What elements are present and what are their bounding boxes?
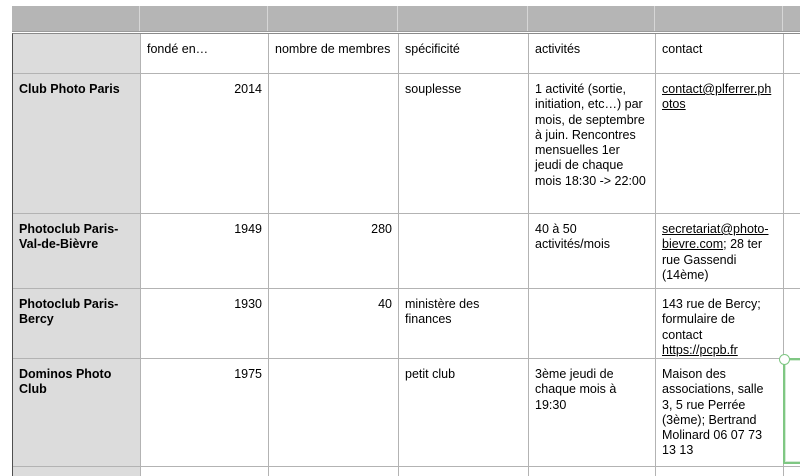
cell-specificity[interactable]: [399, 359, 529, 467]
cell-value: 40: [378, 297, 392, 311]
cell-members[interactable]: [269, 214, 399, 289]
column-header-strip: [12, 6, 800, 32]
cell-value: petit club: [405, 367, 456, 381]
row-header-label: Photoclub Paris-Bercy: [19, 297, 119, 327]
cell-members[interactable]: [269, 467, 399, 476]
cell-activities[interactable]: [529, 467, 656, 476]
column-header-extra[interactable]: [784, 34, 800, 74]
column-strip-cell[interactable]: [398, 6, 528, 31]
cell-value: ministère des finances: [405, 297, 480, 327]
cell-value: 1975: [234, 367, 262, 381]
cell-founded[interactable]: [141, 214, 269, 289]
cell-specificity[interactable]: [399, 467, 529, 476]
cell-members[interactable]: [269, 74, 399, 214]
column-header-label: activités: [535, 42, 581, 56]
cell-contact[interactable]: [656, 359, 784, 467]
contact-text: ; 28 ter rue Gassendi (14ème): [662, 237, 763, 282]
column-strip-cell[interactable]: [140, 6, 268, 31]
cell-activities[interactable]: [529, 214, 656, 289]
cell-extra[interactable]: [784, 467, 800, 476]
contact-text: 143 rue de Bercy; formulaire de contact: [662, 297, 761, 342]
email-link[interactable]: contact@plferrer.photos: [662, 82, 772, 112]
column-header-founded[interactable]: [141, 34, 269, 74]
cell-value: 40 à 50 activités/mois: [535, 222, 611, 252]
column-strip-cell[interactable]: [268, 6, 398, 31]
table: [12, 33, 800, 476]
url-link[interactable]: https://pcpb.fr: [662, 342, 738, 357]
column-strip-cell[interactable]: [528, 6, 655, 31]
row-header[interactable]: [13, 74, 141, 214]
column-header-activities[interactable]: [529, 34, 656, 74]
cell-value: souplesse: [405, 82, 462, 96]
row-header[interactable]: [13, 214, 141, 289]
cell-value: 2014: [234, 82, 262, 96]
cell-value: 1949: [234, 222, 262, 236]
cell-value: 280: [371, 222, 392, 236]
cell-extra[interactable]: [784, 289, 800, 359]
cell-value: 1 activité (sortie, initiation, etc…) par mois, de septembre à juin. Rencontres mensuelles 1er jeudi de chaque mois 18:30 -> 22:00: [535, 82, 646, 188]
cell-value: 1930: [234, 297, 262, 311]
cell-specificity[interactable]: [399, 214, 529, 289]
cell-activities[interactable]: [529, 359, 656, 467]
cell-specificity[interactable]: [399, 74, 529, 214]
column-header-specificity[interactable]: [399, 34, 529, 74]
contact-text: Maison des associations, salle 3, 5 rue Perrée (3ème); Bertrand Molinard 06 07 73 13 13: [662, 367, 764, 458]
column-header-label: nombre de membres: [275, 42, 391, 56]
cell-contact[interactable]: [656, 289, 784, 359]
cell-extra[interactable]: [784, 214, 800, 289]
row-header-label: Club Photo Paris: [19, 82, 120, 96]
cell-extra[interactable]: [784, 74, 800, 214]
column-strip-cell[interactable]: [655, 6, 783, 31]
cell-activities[interactable]: [529, 74, 656, 214]
email-link[interactable]: secretariat@photo-bievre.com: [662, 222, 769, 252]
row-header-label: Dominos Photo Club: [19, 367, 112, 397]
cell-contact[interactable]: [656, 214, 784, 289]
column-strip-cell[interactable]: [12, 6, 140, 31]
row-header[interactable]: [13, 359, 141, 467]
cell-founded[interactable]: [141, 74, 269, 214]
cell-extra[interactable]: [784, 359, 800, 467]
cell-founded[interactable]: [141, 289, 269, 359]
cell-specificity[interactable]: [399, 289, 529, 359]
column-header-label: contact: [662, 42, 703, 56]
row-header-label: Photoclub Paris-Val-de-Bièvre: [19, 222, 119, 252]
selection-handle[interactable]: [779, 354, 790, 365]
column-header-name[interactable]: [13, 34, 141, 74]
column-header-label: spécificité: [405, 42, 460, 56]
cell-activities[interactable]: [529, 289, 656, 359]
row-header[interactable]: [13, 289, 141, 359]
column-header-members[interactable]: [269, 34, 399, 74]
cell-founded[interactable]: [141, 359, 269, 467]
cell-founded[interactable]: [141, 467, 269, 476]
cell-value: 3ème jeudi de chaque mois à 19:30: [535, 367, 617, 412]
cell-members[interactable]: [269, 289, 399, 359]
cell-contact[interactable]: [656, 467, 784, 476]
cell-contact[interactable]: [656, 74, 784, 214]
column-header-label: fondé en…: [147, 42, 209, 56]
column-strip-cell[interactable]: [783, 6, 800, 31]
row-header[interactable]: [13, 467, 141, 476]
column-header-contact[interactable]: [656, 34, 784, 74]
cell-members[interactable]: [269, 359, 399, 467]
